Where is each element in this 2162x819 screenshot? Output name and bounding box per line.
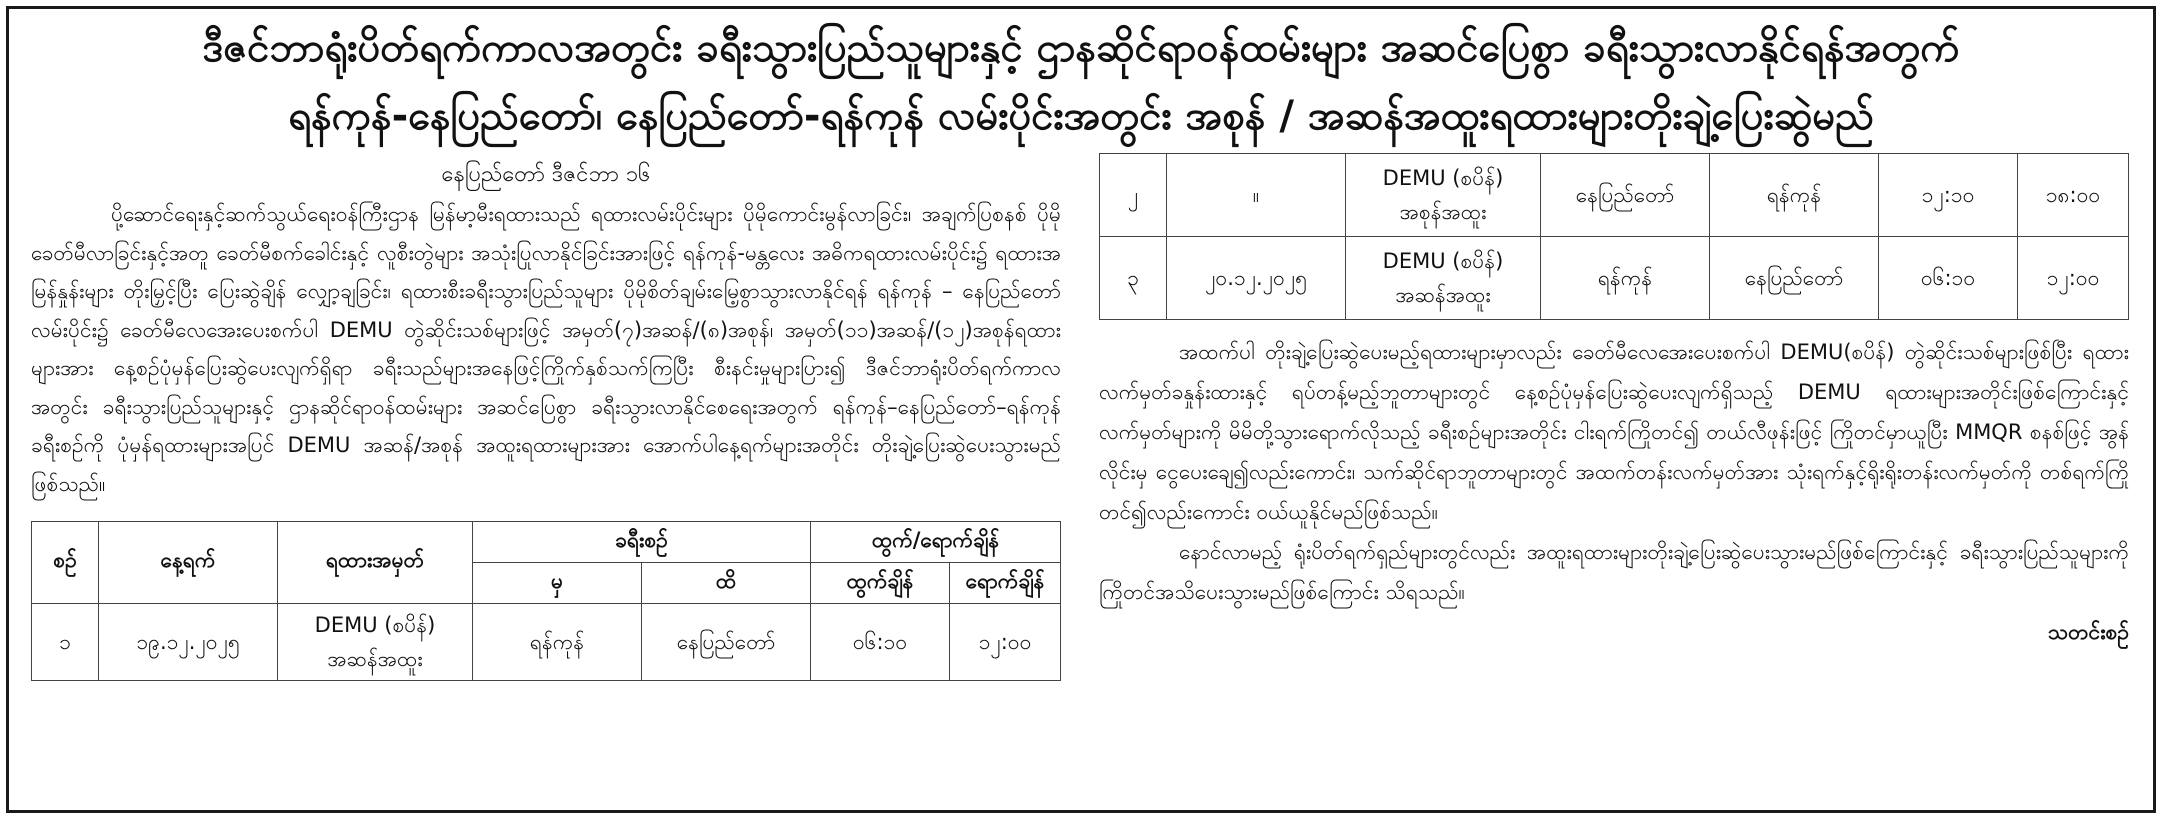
header-arrive: ရောက်ချိန် [950, 563, 1061, 604]
cell-to: ရန်ကုန် [1710, 154, 1879, 237]
headline-line-1: ဒီဇင်ဘာရုံးပိတ်ရက်ကာလအတွင်း ခရီးသွားပြည်သူများနှင့် ဌာနဆိုင်ရာဝန်ထမ်းများ အဆင်ပြေစွာ ခရီးသွားလာနိုင်ရန်အတွက် [202, 25, 1960, 71]
header-train-no: ရထားအမှတ် [278, 522, 473, 604]
cell-arrive: ၁၂:၀၀ [2018, 237, 2129, 320]
cell-train-line1: DEMU (စပိန်) [314, 613, 436, 637]
right-paragraph-2: နောင်လာမည့် ရုံးပိတ်ရက်ရှည်များတွင်လည်း အထူးရထားများတိုးချဲ့ပြေးဆွဲပေးသွားမည်ဖြစ်ကြောင်းနှင့် ခရီးသွားပြည်သူများကို ကြိုတင်အသိပေးသွားမည်ဖြစ်ကြောင်း သိရသည်။ [1099, 540, 2129, 604]
cell-serial: ၂ [1100, 154, 1167, 237]
header-date: နေ့ရက် [99, 522, 278, 604]
header-from: မှ [473, 563, 642, 604]
cell-arrive: ၁၈:၀၀ [2018, 154, 2129, 237]
cell-serial: ၁ [32, 604, 99, 681]
header-times: ထွက်/ရောက်ချိန် [811, 522, 1061, 563]
header-serial: စဉ် [32, 522, 99, 604]
cell-to: နေပြည်တော် [1710, 237, 1879, 320]
cell-serial: ၃ [1100, 237, 1167, 320]
signoff: သတင်းစဉ် [2047, 620, 2129, 644]
left-column [31, 153, 1061, 681]
cell-train-line2: အစုန်အထူး [1399, 200, 1487, 224]
right-column [1099, 153, 2129, 681]
cell-train [1346, 154, 1541, 237]
table-header-row [32, 522, 1061, 563]
cell-depart: ၁၂:၁၀ [1879, 154, 2018, 237]
header-depart: ထွက်ချိန် [811, 563, 950, 604]
cell-train-line1: DEMU (စပိန်) [1382, 249, 1504, 273]
header-to: ထိ [642, 563, 811, 604]
cell-train-line2: အဆန်အထူး [1395, 283, 1491, 307]
table-row [1100, 237, 2129, 320]
cell-train [278, 604, 473, 681]
cell-depart: ၀၆:၁၀ [811, 604, 950, 681]
dateline: နေပြည်တော် ဒီဇင်ဘာ ၁၆ [441, 162, 651, 187]
table-row [32, 604, 1061, 681]
cell-depart: ၀၆:၁၀ [1879, 237, 2018, 320]
header-journey: ခရီးစဉ် [473, 522, 811, 563]
schedule-table-right [1099, 153, 2129, 320]
cell-date: ။ [1167, 154, 1346, 237]
cell-arrive: ၁၂:၀၀ [950, 604, 1061, 681]
cell-train-line1: DEMU (စပိန်) [1382, 166, 1504, 190]
cell-train-line2: အဆန်အထူး [327, 647, 423, 671]
right-paragraph-1: အထက်ပါ တိုးချဲ့ပြေးဆွဲပေးမည့်ရထားများမှာလည်း ခေတ်မီလေအေးပေးစက်ပါ DEMU(စပိန်) တွဲဆိုင်းသစ်များဖြစ်ပြီး ရထားလက်မှတ်ခနှုန်းထားနှင့် ရပ်တန့်မည့်ဘူတာများတွင် နေ့စဉ်ပုံမှန်ပြေးဆွဲပေးလျက်ရှိသည့် DEMU ရထားများအတိုင်းဖြစ်ကြောင်းနှင့် လက်မှတ်များကို မိမိတို့သွားရောက်လိုသည့် ခရီးစဉ်များအတိုင်း ငါးရက်ကြိုတင်၍ တယ်လီဖုန်းဖြင့် ကြိုတင်မှာယူပြီး MMQR စနစ်ဖြင့် အွန်လိုင်းမှ ငွေပေးချေ၍လည်းကောင်း၊ သက်ဆိုင်ရာဘူတာများတွင် အထက်တန်းလက်မှတ်အား သုံးရက်နှင့်ရိုးရိုးတန်းလက်မှတ်ကို တစ်ရက်ကြိုတင်၍လည်းကောင်း ဝယ်ယူနိုင်မည်ဖြစ်သည်။ [1099, 340, 2129, 524]
cell-from: ရန်ကုန် [1541, 237, 1710, 320]
cell-from: နေပြည်တော် [1541, 154, 1710, 237]
cell-date: ၁၉.၁၂.၂၀၂၅ [99, 604, 278, 681]
left-paragraph: ပို့ဆောင်ရေးနှင့်ဆက်သွယ်ရေးဝန်ကြီးဌာန မြန်မာ့မီးရထားသည် ရထားလမ်းပိုင်းများ ပိုမိုကောင်းမွန်လာခြင်း၊ အချက်ပြစနစ် ပိုမိုခေတ်မီလာခြင်းနှင့်အတူ ခေတ်မီစက်ခေါင်းနှင့် လူစီးတွဲများ အသုံးပြုလာနိုင်ခြင်းအားဖြင့် ရန်ကုန်-မန္တလေး အဓိကရထားလမ်းပိုင်း၌ ရထားအမြန်နှုန်းများ တိုးမြှင့်ပြီး ပြေးဆွဲချိန် လျှော့ချခြင်း၊ ရထားစီးခရီးသွားပြည်သူများ ပိုမိုစိတ်ချမ်းမြေ့စွာသွားလာနိုင်ရန် ရန်ကုန် – နေပြည်တော်လမ်းပိုင်း၌ ခေတ်မီလေအေးပေးစက်ပါ DEMU တွဲဆိုင်းသစ်များဖြင့် အမှတ်(၇)အဆန်/(၈)အစုန်၊ အမှတ်(၁၁)အဆန်/(၁၂)အစုန်ရထားများအား နေ့စဉ်ပုံမှန်ပြေးဆွဲပေးလျက်ရှိရာ ခရီးသည်များအနေဖြင့်ကြိုက်နှစ်သက်ကြပြီး စီးနင်းမှုများပြား၍ ဒီဇင်ဘာရုံးပိတ်ရက်ကာလအတွင်း ခရီးသွားပြည်သူများနှင့် ဌာနဆိုင်ရာဝန်ထမ်းများ အဆင်ပြေစွာ ခရီးသွားလာနိုင်စေရေးအတွက် ရန်ကုန်–နေပြည်တော်–ရန်ကုန် ခရီးစဉ်ကို ပုံမှန်ရထားများအပြင် DEMU အဆန်/အစုန် အထူးရထားများအား အောက်ပါနေ့ရက်များအတိုင်း တိုးချဲ့ပြေးဆွဲပေးသွားမည်ဖြစ်သည်။ [31, 202, 1061, 496]
cell-from: ရန်ကုန် [473, 604, 642, 681]
article-columns [31, 153, 2131, 681]
article-frame [6, 6, 2156, 813]
schedule-table-left [31, 521, 1061, 681]
table-row [1100, 154, 2129, 237]
cell-to: နေပြည်တော် [642, 604, 811, 681]
headline-line-2: ရန်ကုန်-နေပြည်တော်၊ နေပြည်တော်-ရန်ကုန် လမ်းပိုင်းအတွင်း အစုန် / အဆန်အထူးရထားများတိုးချဲ့ပြေးဆွဲမည် [288, 93, 1874, 139]
cell-date: ၂၀.၁၂.၂၀၂၅ [1167, 237, 1346, 320]
cell-train [1346, 237, 1541, 320]
